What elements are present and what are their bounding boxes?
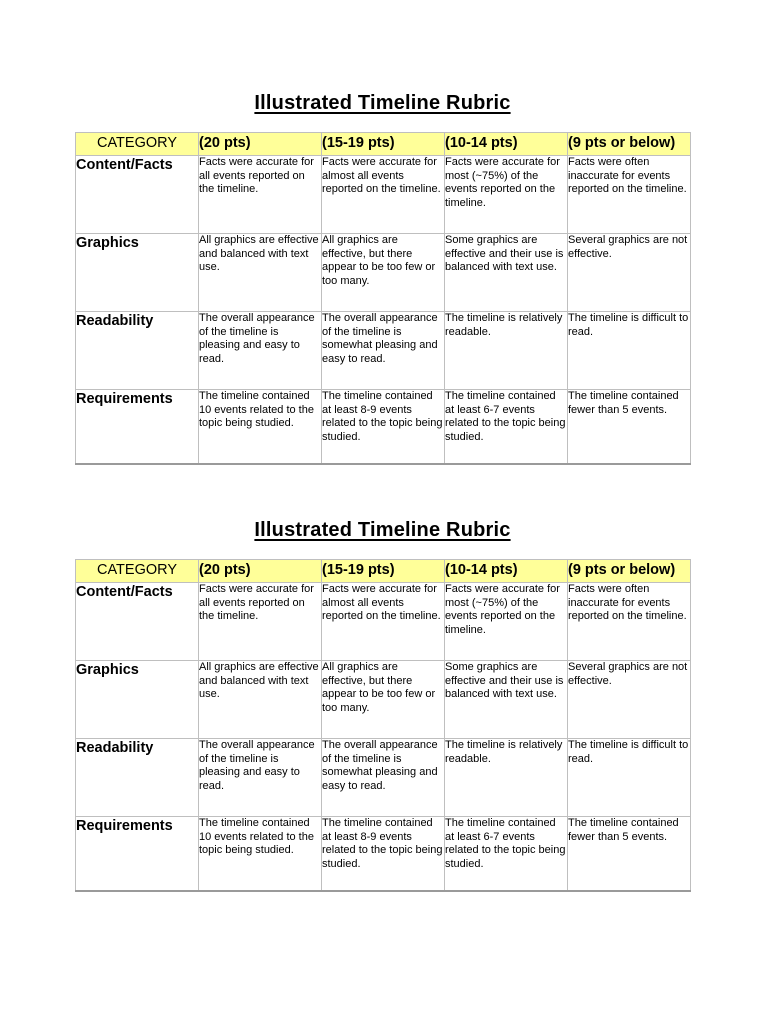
criterion-cell: All graphics are effective and balanced with text use. — [199, 234, 322, 312]
criterion-cell: The timeline contained 10 events related to the topic being studied. — [199, 817, 322, 892]
category-content-facts: Content/Facts — [76, 156, 199, 234]
header-category: CATEGORY — [76, 560, 199, 583]
rubric-title: Illustrated Timeline Rubric — [254, 92, 511, 114]
row-content-facts — [76, 156, 691, 234]
criterion-cell: The timeline is relatively readable. — [445, 739, 568, 817]
rubric-section-1 — [75, 90, 690, 465]
criterion-cell: The timeline contained at least 6-7 events related to the topic being studied. — [445, 817, 568, 892]
header-category: CATEGORY — [76, 133, 199, 156]
criterion-cell: The timeline is difficult to read. — [568, 312, 691, 390]
category-requirements: Requirements — [76, 390, 199, 465]
criterion-cell: Several graphics are not effective. — [568, 661, 691, 739]
header-10-14-pts: (10-14 pts) — [445, 133, 568, 156]
criterion-cell: Facts were often inaccurate for events reported on the timeline. — [568, 156, 691, 234]
criterion-cell: Facts were accurate for almost all events reported on the timeline. — [322, 156, 445, 234]
criterion-cell: All graphics are effective, but there appear to be too few or too many. — [322, 234, 445, 312]
criterion-cell: All graphics are effective and balanced with text use. — [199, 661, 322, 739]
criterion-cell: The timeline contained at least 8-9 events related to the topic being studied. — [322, 390, 445, 465]
header-15-19-pts: (15-19 pts) — [322, 133, 445, 156]
criterion-cell: The timeline is difficult to read. — [568, 739, 691, 817]
criterion-cell: The timeline contained fewer than 5 events. — [568, 390, 691, 465]
row-requirements — [76, 817, 691, 892]
rubric-table — [75, 132, 691, 465]
criterion-cell: Some graphics are effective and their use is balanced with text use. — [445, 661, 568, 739]
category-requirements: Requirements — [76, 817, 199, 892]
criterion-cell: The timeline is relatively readable. — [445, 312, 568, 390]
criterion-cell: Facts were accurate for all events reported on the timeline. — [199, 156, 322, 234]
header-9-pts-or-below: (9 pts or below) — [568, 560, 691, 583]
category-content-facts: Content/Facts — [76, 583, 199, 661]
header-20-pts: (20 pts) — [199, 133, 322, 156]
rubric-title: Illustrated Timeline Rubric — [254, 519, 511, 541]
header-row — [76, 133, 691, 156]
rubric-table — [75, 559, 691, 892]
criterion-cell: Facts were accurate for all events reported on the timeline. — [199, 583, 322, 661]
criterion-cell: Facts were accurate for most (~75%) of the events reported on the timeline. — [445, 583, 568, 661]
criterion-cell: Several graphics are not effective. — [568, 234, 691, 312]
criterion-cell: The timeline contained fewer than 5 events. — [568, 817, 691, 892]
criterion-cell: The overall appearance of the timeline is somewhat pleasing and easy to read. — [322, 312, 445, 390]
row-readability — [76, 739, 691, 817]
criterion-cell: All graphics are effective, but there appear to be too few or too many. — [322, 661, 445, 739]
header-10-14-pts: (10-14 pts) — [445, 560, 568, 583]
rubric-section-2 — [75, 517, 690, 892]
row-readability — [76, 312, 691, 390]
criterion-cell: The overall appearance of the timeline is pleasing and easy to read. — [199, 739, 322, 817]
category-readability: Readability — [76, 312, 199, 390]
criterion-cell: The timeline contained at least 6-7 events related to the topic being studied. — [445, 390, 568, 465]
criterion-cell: Some graphics are effective and their use is balanced with text use. — [445, 234, 568, 312]
header-row — [76, 560, 691, 583]
criterion-cell: The overall appearance of the timeline is pleasing and easy to read. — [199, 312, 322, 390]
category-readability: Readability — [76, 739, 199, 817]
row-graphics — [76, 661, 691, 739]
header-15-19-pts: (15-19 pts) — [322, 560, 445, 583]
row-content-facts — [76, 583, 691, 661]
criterion-cell: The timeline contained 10 events related to the topic being studied. — [199, 390, 322, 465]
header-20-pts: (20 pts) — [199, 560, 322, 583]
criterion-cell: Facts were accurate for almost all events reported on the timeline. — [322, 583, 445, 661]
row-requirements — [76, 390, 691, 465]
criterion-cell: The timeline contained at least 8-9 events related to the topic being studied. — [322, 817, 445, 892]
criterion-cell: The overall appearance of the timeline is somewhat pleasing and easy to read. — [322, 739, 445, 817]
criterion-cell: Facts were accurate for most (~75%) of the events reported on the timeline. — [445, 156, 568, 234]
category-graphics: Graphics — [76, 234, 199, 312]
header-9-pts-or-below: (9 pts or below) — [568, 133, 691, 156]
category-graphics: Graphics — [76, 661, 199, 739]
criterion-cell: Facts were often inaccurate for events reported on the timeline. — [568, 583, 691, 661]
row-graphics — [76, 234, 691, 312]
